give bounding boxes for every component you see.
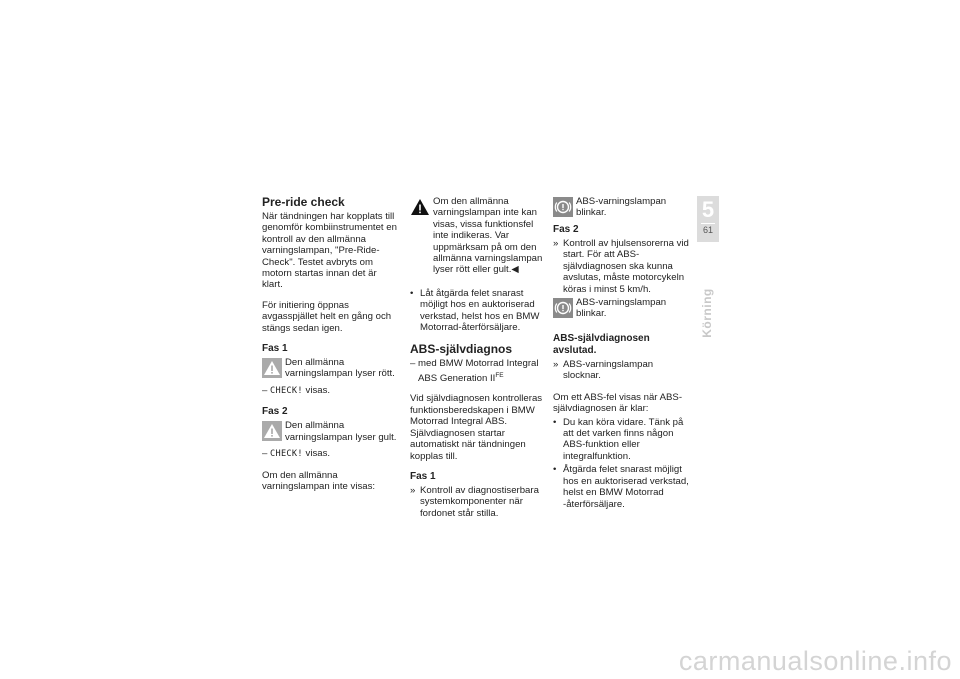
fas1-note-text: Den allmänna varningslampan lyser rött. bbox=[285, 357, 395, 380]
fas2-dash-text: visas. bbox=[305, 448, 331, 460]
abs-dash-text: med BMW Motorrad Integral ABS Generation II bbox=[418, 358, 539, 385]
fas2-note-text: Den allmänna varningslampan lyser gult. bbox=[285, 420, 397, 443]
chapter-tab bbox=[697, 196, 719, 242]
chapter-side-label: Körning bbox=[700, 288, 714, 338]
abs-info-note-1 bbox=[553, 196, 691, 220]
abs-dash bbox=[410, 358, 548, 384]
check-code: CHECK! bbox=[270, 386, 303, 397]
abs-fas1-heading: Fas 1 bbox=[410, 470, 436, 482]
bullet-item: • Låt åtgärda felet snarast möjligt hos en auktoriserad verkstad, helst hos en BMW Motorrad-återförsäljare. bbox=[410, 288, 548, 334]
warning-note-text: Om den allmänna varningslampan inte kan visas, vissa funktionsfel inte indikeras. Var uppmärksam på om den allmänna varningslampan lyser rött eller gult.◀ bbox=[433, 196, 543, 276]
fas1-heading: Fas 1 bbox=[262, 343, 288, 355]
step-item: » Kontroll av hjulsensorerna vid start. För att ABS-självdiagnosen ska kunna avslutas, måste motorcykeln köras i minst 5 km/h. bbox=[553, 238, 691, 295]
watermark: carmanualsonline.info bbox=[678, 646, 952, 676]
fas2-note bbox=[262, 420, 400, 444]
fas1-note bbox=[262, 357, 400, 381]
tab-divider bbox=[701, 223, 715, 224]
abs-warning-light-icon bbox=[553, 197, 573, 217]
init-paragraph: För initiering öppnas avgasspjället helt en gång och stängs sedan igen. bbox=[262, 299, 392, 334]
warning-triangle-icon bbox=[410, 197, 430, 217]
abs-info-note-2 bbox=[553, 297, 691, 321]
check-code: CHECK! bbox=[270, 449, 303, 460]
abs-info-text-1: ABS-varningslampan blinkar. bbox=[576, 196, 667, 219]
abs-warning-light-icon bbox=[553, 298, 573, 318]
abs-sup: FE bbox=[495, 371, 504, 379]
section-title-pre-ride: Pre-ride check bbox=[262, 195, 345, 209]
abs-fas2-heading: Fas 2 bbox=[553, 224, 579, 235]
step-item: » ABS-varningslampan slocknar. bbox=[553, 359, 691, 382]
abs-info-text-2: ABS-varningslampan blinkar. bbox=[576, 297, 667, 320]
abs-done-heading: ABS-självdiagnosen avslutad. bbox=[553, 333, 650, 357]
section-title-abs: ABS-självdiagnos bbox=[410, 342, 513, 357]
fas1-dash-text: visas. bbox=[305, 385, 331, 397]
column-3 bbox=[553, 196, 691, 512]
outro-paragraph: Om den allmänna varningslampan inte visas: bbox=[262, 469, 376, 493]
fault-paragraph: Om ett ABS-fel visas när ABS-självdiagnosen är klar: bbox=[553, 391, 683, 415]
column-1 bbox=[262, 196, 400, 502]
bullet-item: • Åtgärda felet snarast möjligt hos en auktoriserad verkstad, helst en BMW Motorrad -återförsäljare. bbox=[553, 464, 691, 510]
abs-paragraph: Vid självdiagnosen kontrolleras funktionsberedskapen i BMW Motorrad Integral ABS. Självdiagnosen startar automatiskt när tändningen kopplas till. bbox=[410, 393, 543, 462]
fas2-heading: Fas 2 bbox=[262, 406, 288, 418]
intro-paragraph: När tändningen har kopplats till genomför kombiinstrumentet en kontroll av den allmänna varningslampan, "Pre-Ride-Check". Testet avbryts om motorn startas innan det är klart. bbox=[262, 211, 397, 291]
warning-triangle-icon bbox=[262, 358, 282, 378]
column-2 bbox=[410, 196, 548, 521]
page-number: 61 bbox=[702, 225, 713, 235]
warning-triangle-icon bbox=[262, 421, 282, 441]
bullet-item: • Du kan köra vidare. Tänk på att det varken finns någon ABS-funktion eller integralfunktion. bbox=[553, 417, 691, 463]
fas1-dash bbox=[262, 385, 400, 397]
step-item: » Kontroll av diagnostiserbara systemkomponenter när fordonet står stilla. bbox=[410, 485, 548, 519]
fas2-dash bbox=[262, 448, 400, 460]
warning-note bbox=[410, 196, 548, 276]
chapter-number: 5 bbox=[701, 197, 715, 222]
